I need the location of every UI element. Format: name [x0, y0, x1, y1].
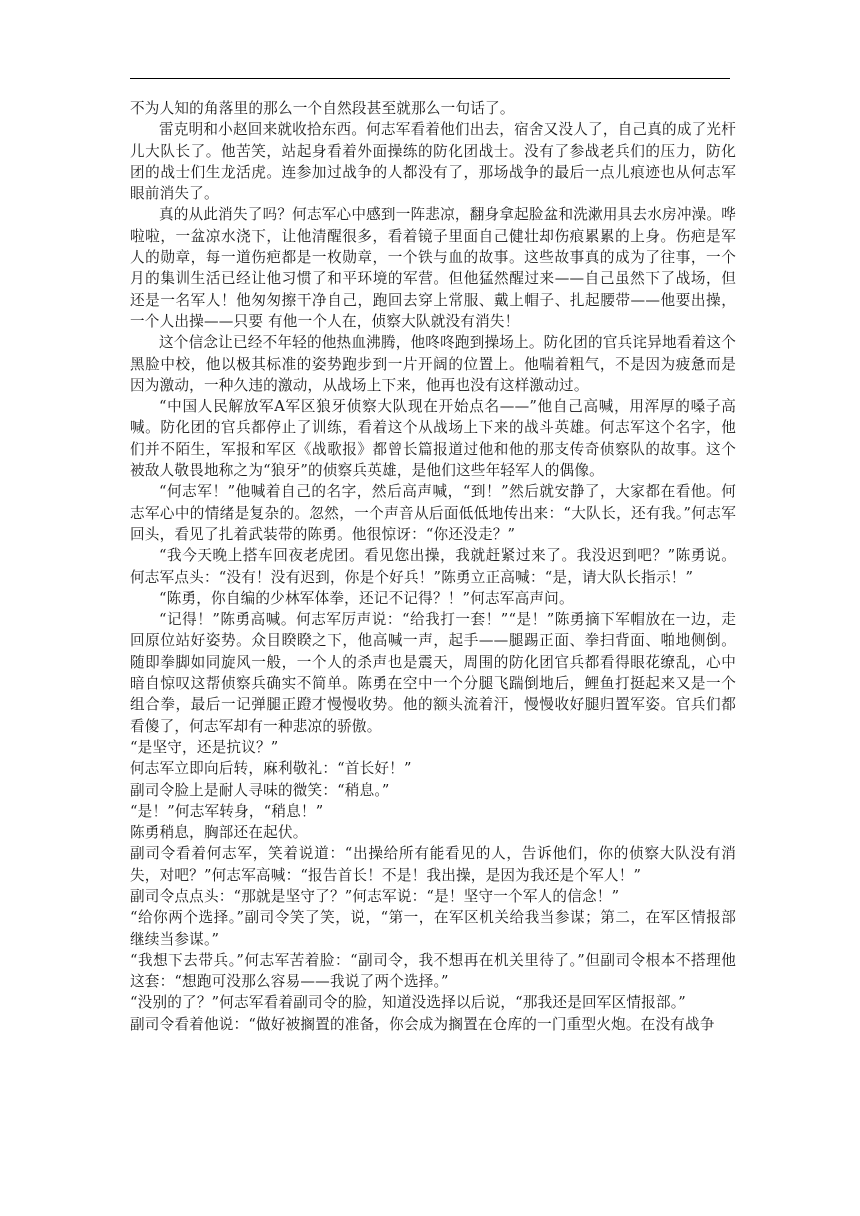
paragraph: 陈勇稍息，胸部还在起伏。	[130, 824, 308, 842]
paragraph: 雷克明和小赵回来就收拾东西。何志军看着他们出去，宿舍又没人了，自己真的成了光杆儿大队长了。他苦笑，站起身看着外面操练的防化团战士。没有了参战老兵们的压力，防化团的战士们生龙活虎。连参加过战争的人都没有了，那场战争的最后一点儿痕迹也从何志军眼前消失了。	[130, 121, 736, 203]
paragraph: 副司令看着何志军，笑着说道：“出操给所有能看见的人，告诉他们，你的侦察大队没有消失，对吧？”何志军高喊：“报告首长！不是！我出操，是因为我还是个军人！”	[130, 845, 736, 884]
paragraph: 副司令点点头：“那就是坚守了？”何志军说：“是！坚守一个军人的信念！”	[130, 887, 620, 905]
paragraph: 副司令脸上是耐人寻味的微笑：“稍息。”	[130, 781, 390, 799]
paragraph: “没别的了？”何志军看着副司令的脸，知道没选择以后说，“那我还是回军区情报部。”	[130, 994, 686, 1012]
paragraph: 不为人知的角落里的那么一个自然段甚至就那么一句话了。	[130, 100, 515, 117]
paragraph: “是坚守，还是抗议？”	[130, 738, 279, 756]
paragraph: “何志军！”他喊着自己的名字，然后高声喊，“到！”然后就安静了，大家都在看他。何志军心中的情绪是复杂的。忽然，一个声音从后面低低地传出来：“大队长，还有我。”何志军回头，看见了扎着武装带的陈勇。他很惊讶：“你还没走？”	[130, 483, 736, 543]
paragraph: “记得！”陈勇高喊。何志军厉声说：“给我打一套！”“是！”陈勇摘下军帽放在一边，走回原位站好姿势。众目睽睽之下，他高喊一声，起手——腿踢正面、拳扫背面、啪地侧倒。随即拳脚如同旋风一般，一个人的杀声也是震天，周围的防化团官兵都看得眼花缭乱，心中暗自惊叹这帮侦察兵确实不简单。陈勇在空中一个分腿飞踹倒地后，鲤鱼打挺起来又是一个组合拳，最后一记弹腿正蹬才慢慢收势。他的额头流着汗，慢慢收好腿归置军姿。官兵们都看傻了，何志军却有一种悲凉的骄傲。	[130, 611, 736, 735]
header-rule	[130, 78, 730, 79]
paragraph: “给你两个选择。”副司令笑了笑，说，“第一，在军区机关给我当参谋；第二，在军区情报部继续当参谋。”	[130, 909, 736, 948]
paragraph: “陈勇，你自编的少林军体拳，还记不记得？！”何志军高声问。	[159, 589, 574, 607]
paragraph: 何志军立即向后转，麻利敬礼：“首长好！”	[130, 760, 412, 778]
paragraph: “是！”何志军转身，“稍息！”	[130, 802, 324, 820]
paragraph: “我今天晚上搭车回夜老虎团。看见您出操，我就赶紧过来了。我没迟到吧？”陈勇说。何志军点头：“没有！没有迟到，你是个好兵！”陈勇立正高喊：“是，请大队长指示！”	[130, 547, 736, 586]
paragraph: “中国人民解放军A军区狼牙侦察大队现在开始点名——”他自己高喊，用浑厚的嗓子高喊。防化团的官兵都停止了训练，看着这个从战场上下来的战斗英雄。何志军这个名字，他们并不陌生，军报和军区《战歌报》都曾长篇报道过他和他的那支传奇侦察队的故事。这个被敌人敬畏地称之为“狼牙”的侦察兵英雄，是他们这些年轻军人的偶像。	[130, 398, 736, 480]
paragraph: 这个信念让已经不年轻的他热血沸腾，他咚咚跑到操场上。防化团的官兵诧异地看着这个黑脸中校，他以极其标准的姿势跑步到一片开阔的位置上。他喘着粗气，不是因为疲惫而是因为激动，一种久违的激动，从战场上下来，他再也没有这样激动过。	[130, 334, 736, 394]
paragraph: “我想下去带兵。”何志军苦着脸：“副司令，我不想再在机关里待了。”但副司令根本不搭理他这套：“想跑可没那么容易——我说了两个选择。”	[130, 951, 736, 991]
document-body	[130, 98, 736, 1035]
paragraph: 副司令看着他说：“做好被搁置的准备，你会成为搁置在仓库的一门重型火炮。在没有战争	[130, 1015, 715, 1033]
paragraph: 真的从此消失了吗？何志军心中感到一阵悲凉，翻身拿起脸盆和洗漱用具去水房冲澡。哗啦啦，一盆凉水浇下，让他清醒很多，看着镜子里面自己健壮却伤痕累累的上身。伤疤是军人的勋章，每一道伤疤都是一枚勋章，一个铁与血的故事。这些故事真的成为了往事，一个月的集训生活已经让他习惯了和平环境的军营。但他猛然醒过来——自己虽然下了战场，但还是一名军人！他匆匆擦干净自己，跑回去穿上常服、戴上帽子、扎起腰带——他要出操，一个人出操——只要 有他一个人在，侦察大队就没有消失！	[130, 206, 736, 330]
